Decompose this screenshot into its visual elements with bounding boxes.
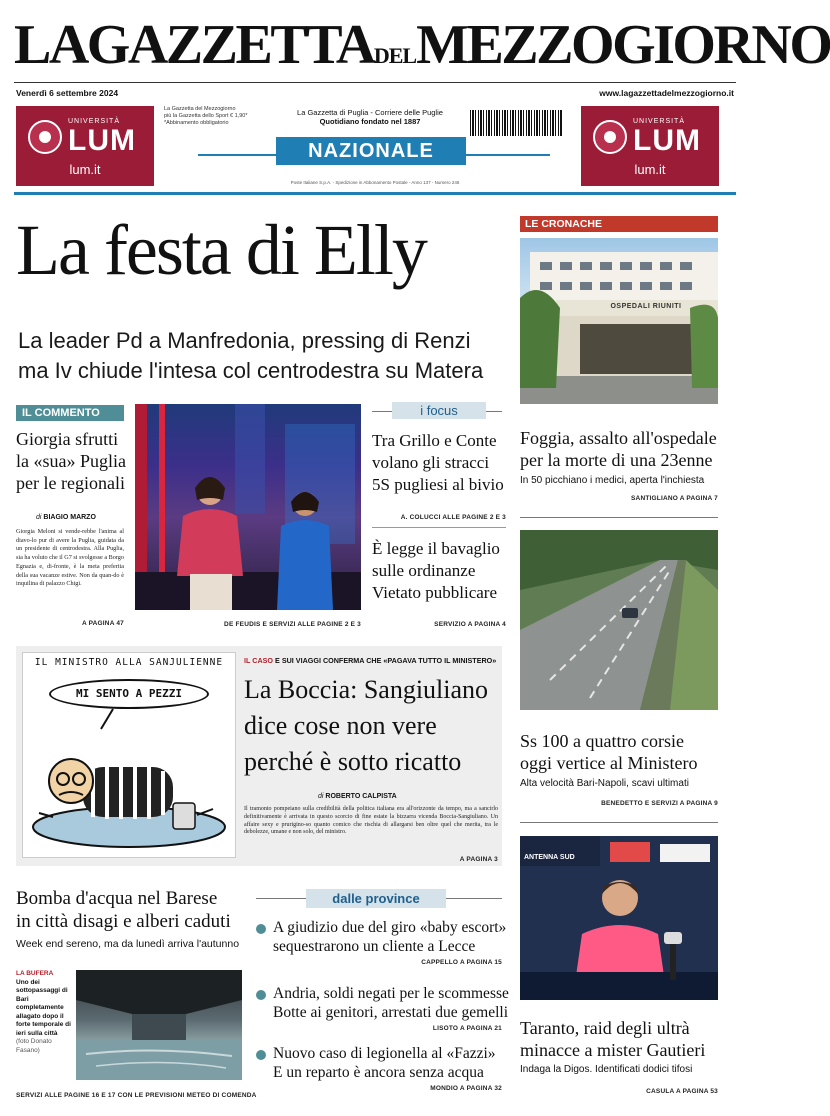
cronache-label: LE CRONACHE — [520, 216, 718, 232]
rally-photo-illustration — [135, 404, 361, 610]
ad-brand: LUM — [68, 124, 136, 157]
commento-label: IL COMMENTO — [16, 405, 124, 421]
tv-logo: ANTENNA SUD — [524, 854, 575, 861]
taranto-subhead: Indaga la Digos. Identificati dodici tifosi — [520, 1064, 693, 1075]
issue-date: Venerdì 6 settembre 2024 — [16, 88, 119, 98]
ad-brand: LUM — [633, 124, 701, 157]
flooded-underpass-illustration — [76, 970, 242, 1080]
focus-item1-headline[interactable]: Tra Grillo e Conte volano gli stracci 5S pugliesi al bivio — [372, 431, 504, 494]
barcode-icon — [470, 110, 562, 136]
lead-headline[interactable]: La festa di Elly — [16, 210, 426, 290]
cronache-divider-1 — [520, 517, 718, 518]
lum-ad-left[interactable] — [16, 106, 154, 186]
taranto-photo — [520, 836, 718, 1000]
edition-badge: NAZIONALE — [276, 137, 466, 165]
taranto-headline[interactable]: Taranto, raid degli ultrà minacce a mister Gautieri — [520, 1018, 706, 1060]
boccia-headline[interactable]: La Boccia: Sangiuliano dice cose non vere perché è sotto ricatto — [244, 675, 489, 776]
cronache-divider-2 — [520, 822, 718, 823]
commento-body: Giorgia Meloni si vende-rebbe l'anima al diavo-lo pur di avere la Puglia, guidata da un presidente di centrodestra. Alla Puglia, sia ha voluto che il G7 si svolgesse a Borgo Egnazia e, di-fronte, è la meta preferita della sua vacanze estive. Non da quan-do è inquilina di palazzo Chigi. — [16, 528, 124, 588]
bomba-subhead: Week end sereno, ma da lunedì arriva l'autunno — [16, 938, 240, 950]
bullet-icon — [256, 990, 266, 1000]
focus-divider — [372, 527, 506, 528]
boccia-kicker: IL CASO E SUI VIAGGI CONFERMA CHE «PAGAVA TUTTO IL MINISTERO» — [244, 656, 497, 665]
hospital-illustration — [520, 238, 718, 404]
bullet-icon — [256, 1050, 266, 1060]
foggia-subhead: In 50 picchiano i medici, aperta l'inchiesta — [520, 475, 705, 486]
lead-photo — [135, 404, 361, 610]
bullet-icon — [256, 924, 266, 934]
university-seal-icon — [593, 120, 627, 154]
lead-photo-caption[interactable]: DE FEUDIS E SERVIZI ALLE PAGINE 2 E 3 — [224, 621, 361, 628]
focus-item1-ref[interactable]: A. COLUCCI ALLE PAGINE 2 E 3 — [400, 514, 506, 521]
lead-subhead[interactable]: La leader Pd a Manfredonia, pressing di Renzi ma Iv chiude l'intesa col centrodestra su Matera — [18, 328, 484, 383]
affiliation: La Gazzetta di Puglia - Corriere delle Puglie — [297, 108, 443, 117]
masthead-rule — [14, 82, 736, 83]
bufera-caption: LA BUFERA Uno dei sottopassaggi di Bari completamente allagato dopo il forte temporale di ieri sulla città (foto Donato Fasano) — [16, 970, 71, 1054]
price-note: La Gazzetta del Mezzogiorno più la Gazzetta dello Sport € 1,90* *Abbinamento obbligatorio — [164, 106, 248, 126]
taranto-page-ref[interactable]: CASULA A PAGINA 53 — [646, 1088, 718, 1095]
foggia-headline[interactable]: Foggia, assalto all'ospedale per la morte di una 23enne — [520, 428, 717, 470]
lum-ad-right[interactable] — [581, 106, 719, 186]
commento-page-ref[interactable]: A PAGINA 47 — [81, 620, 124, 627]
highway-illustration — [520, 530, 718, 710]
ss100-subhead: Alta velocità Bari-Napoli, scavi ultimati — [520, 778, 689, 789]
founded-note: Quotidiano fondato nel 1887 — [319, 117, 421, 126]
website-url[interactable]: www.lagazzettadelmezzogiorno.it — [599, 88, 734, 98]
ss100-headline[interactable]: Ss 100 a quattro corsie oggi vertice al Ministero — [520, 731, 698, 773]
focus-label: i focus — [392, 402, 486, 419]
ad-university-label: UNIVERSITÀ — [633, 118, 686, 125]
cartoon-panel — [22, 652, 236, 858]
foggia-page-ref[interactable]: SANTIGLIANO A PAGINA 7 — [631, 495, 718, 502]
flood-photo — [76, 970, 242, 1080]
highway-photo — [520, 530, 718, 710]
bomba-headline[interactable]: Bomba d'acqua nel Barese in città disagi e alberi caduti — [16, 888, 231, 932]
boccia-byline: di ROBERTO CALPISTA — [318, 793, 397, 800]
university-seal-icon — [28, 120, 62, 154]
boccia-page-ref[interactable]: A PAGINA 3 — [459, 856, 498, 863]
hospital-photo — [520, 238, 718, 404]
province-item-1[interactable]: A giudizio due del giro «baby escort» sequestrarono un cliente a Lecce CAPPELLO A PAGINA 15 — [256, 918, 502, 966]
header-bottom-rule — [14, 192, 736, 195]
ad-site: lum.it — [634, 162, 666, 177]
commento-headline[interactable]: Giorgia sfrutti la «sua» Puglia per le regionali — [16, 429, 126, 493]
hospital-sign: OSPEDALI RIUNITI — [610, 303, 682, 310]
fine-print: Poste Italiane S.p.A. - Spedizione in Abbonamento Postale - Anno 137 - Numero 246 — [290, 180, 460, 185]
commento-byline: di BIAGIO MARZO — [36, 514, 96, 521]
province-item-2[interactable]: Andria, soldi negati per le scommesse Botte ai genitori, arrestati due gemelli LISOTO A PAGINA 21 — [256, 984, 502, 1032]
ad-site: lum.it — [69, 162, 101, 177]
masthead-title: LAGAZZETTADELMEZZOGIORNO — [14, 14, 830, 76]
ad-university-label: UNIVERSITÀ — [68, 118, 121, 125]
boccia-body: Il tramonto pompeiano sulla credibilità della politica italiana era all'orizzonte da tempo, ma a sancirlo definitivamente è arrivata in questo scorcio di fine estate la bizzarra vicenda Boccia-Sangiuliano. Un affaire sexy e prurigino-so quanto comico che rischia di allargarsi ben oltre quel che merita, tra le debolezze, umane e non solo, del ministro. — [244, 806, 498, 836]
cartoon-speech-bubble: MI SENTO A PEZZI — [49, 679, 209, 709]
cartoon-drawing — [23, 709, 235, 859]
cartoon-title: IL MINISTRO ALLA SANJULIENNE — [34, 657, 224, 668]
focus-item2-headline[interactable]: È legge il bavaglio sulle ordinanze Vietato pubblicare — [372, 539, 500, 602]
province-item-3[interactable]: Nuovo caso di legionella al «Fazzi» E un reparto è ancora senza acqua MONDIO A PAGINA 32 — [256, 1044, 502, 1092]
focus-item2-ref[interactable]: SERVIZIO A PAGINA 4 — [434, 621, 506, 628]
province-label: dalle province — [306, 889, 446, 908]
ss100-page-ref[interactable]: BENEDETTO E SERVIZI A PAGINA 9 — [601, 800, 718, 807]
bomba-page-ref[interactable]: SERVIZI ALLE PAGINE 16 E 17 CON LE PREVISIONI METEO DI COMENDA — [16, 1092, 257, 1099]
